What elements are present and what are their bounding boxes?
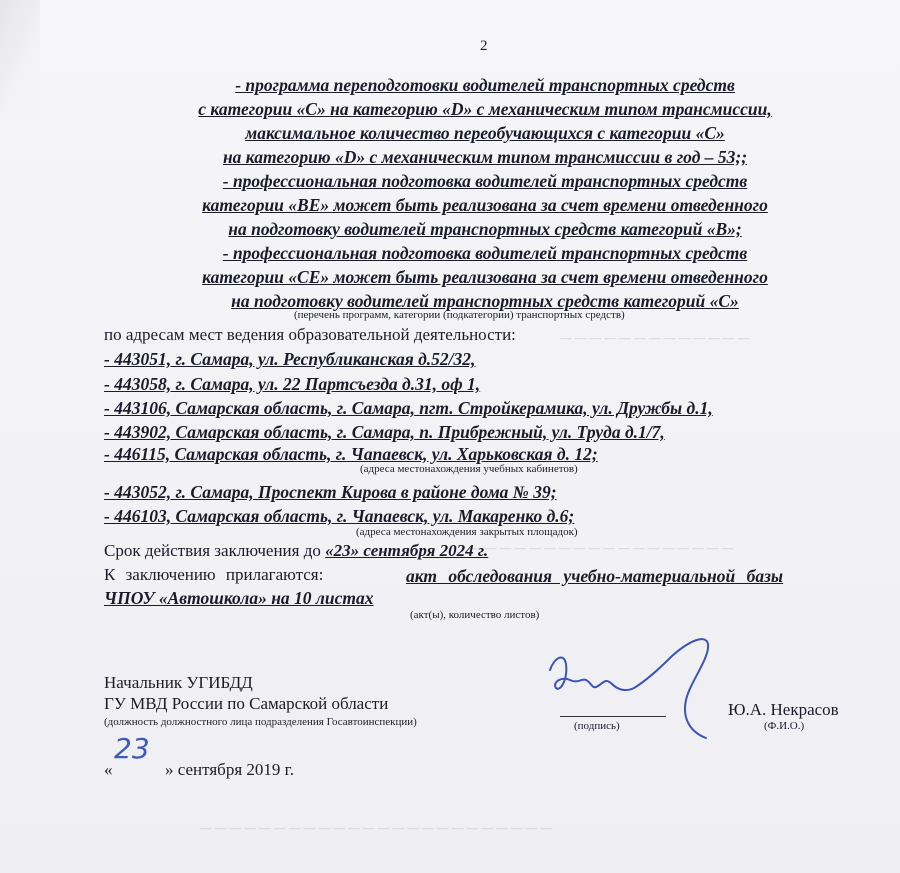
position-caption: (должность должностного лица подразделения Госавтоинспекции) [104, 716, 417, 728]
program-caption: (перечень программ, категории (подкатегории) транспортных средств) [294, 309, 625, 321]
site-address: - 446103, Самарская область, г. Чапаевск, ул. Макаренко д.6; [104, 506, 575, 526]
classroom-caption: (адреса местонахождения учебных кабинетов) [360, 463, 578, 475]
attachment-line1: акт обследования учебно-материальной базы [406, 566, 784, 586]
validity-label: Срок действия заключения до [104, 541, 321, 560]
program-line: на подготовку водителей транспортных средств категорий «В»; [228, 219, 742, 239]
attachment-line2: ЧПОУ «Автошкола» на 10 листах [104, 588, 374, 608]
program-line: на категорию «D» с механическим типом трансмиссии в год – 53;; [222, 147, 748, 167]
show-through-text: — — — — — — — — — — — — — — — — — — [470, 540, 734, 555]
show-through-text: — — — — — — — — — — — — — [560, 330, 750, 345]
date-day-handwritten: 23 [114, 732, 150, 765]
attachment-label: К заключению прилагаются: [104, 565, 324, 584]
classroom-address: - 446115, Самарская область, г. Чапаевск, ул. Харьковская д. 12; [104, 444, 598, 464]
classroom-address: - 443051, г. Самара, ул. Республиканская д.52/32, [104, 349, 476, 369]
date-rest: » сентября 2019 г. [165, 760, 294, 779]
position-line2: ГУ МВД России по Самарской области [104, 694, 389, 713]
date-open-quote: « [104, 760, 113, 779]
program-line: с категории «С» на категорию «D» с механическим типом трансмиссии, [198, 99, 772, 119]
name-caption: (Ф.И.О.) [764, 720, 805, 732]
signatory-name: Ю.А. Некрасов [728, 700, 839, 719]
validity-date: «23» сентября 2024 г. [325, 541, 489, 560]
program-line: категории «ВЕ» может быть реализована за счет времени отведенного [202, 195, 768, 215]
classroom-address: - 443106, Самарская область, г. Самара, пгт. Стройкерамика, ул. Дружбы д.1, [104, 398, 713, 418]
site-address: - 443052, г. Самара, Проспект Кирова в районе дома № 39; [104, 482, 557, 502]
page-number: 2 [480, 38, 488, 54]
program-line: - программа переподготовки водителей транспортных средств [235, 75, 735, 95]
signature-caption: (подпись) [574, 720, 620, 732]
program-line: категории «СЕ» может быть реализована за счет времени отведенного [202, 267, 768, 287]
signature-image [540, 630, 740, 745]
show-through-text: — — — — — — — — — — — — — — — — — — — — — — — — [200, 820, 553, 835]
site-caption: (адреса местонахождения закрытых площадок) [356, 526, 578, 538]
attachment-caption: (акт(ы), количество листов) [410, 609, 540, 621]
program-line: - профессиональная подготовка водителей транспортных средств [222, 243, 748, 263]
addresses-intro: по адресам мест ведения образовательной деятельности: [104, 325, 516, 344]
classroom-address: - 443902, Самарская область, г. Самара, п. Прибрежный, ул. Труда д.1/7, [104, 422, 665, 442]
program-line: на подготовку водителей транспортных средств категорий «С» [231, 291, 739, 311]
program-line: максимальное количество переобучающихся с категории «С» [245, 123, 725, 143]
validity-line [104, 541, 488, 561]
program-line: - профессиональная подготовка водителей транспортных средств [222, 171, 748, 191]
classroom-address: - 443058, г. Самара, ул. 22 Партсъезда д.31, оф 1, [104, 374, 481, 394]
date-line [104, 732, 294, 780]
position-line1: Начальник УГИБДД [104, 673, 253, 692]
